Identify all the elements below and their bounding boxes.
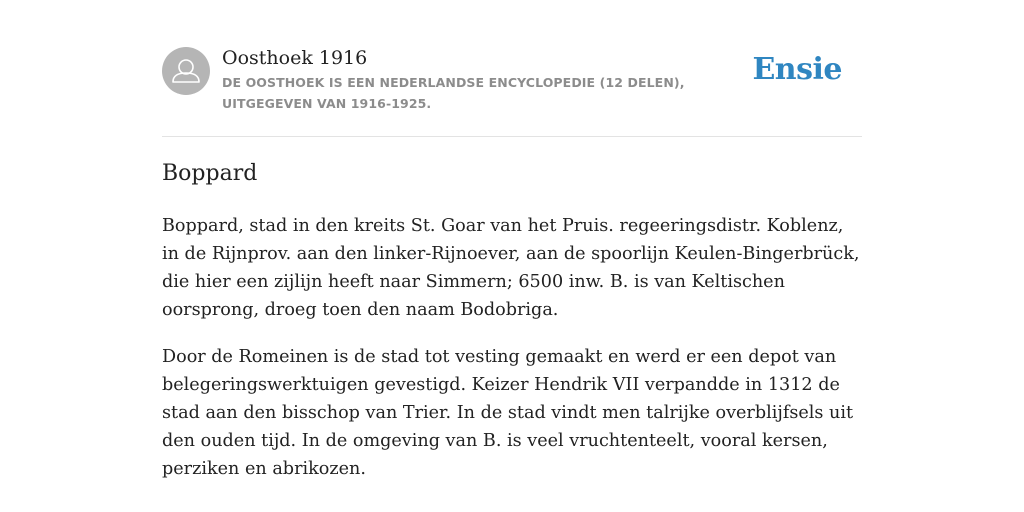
source-title[interactable]: Oosthoek 1916 bbox=[222, 47, 368, 69]
article-title: Boppard bbox=[162, 161, 258, 186]
ensie-logo[interactable]: Ensie bbox=[752, 52, 842, 87]
user-icon[interactable] bbox=[162, 47, 210, 95]
article-body bbox=[162, 212, 862, 502]
article-paragraph: Boppard, stad in den kreits St. Goar van het Pruis. regeeringsdistr. Koblenz, in de Rijnprov. aan den linker-Rijnoever, aan de spoorlijn Keulen-Bingerbrück, die hier een zijlijn heeft naar Simmern; 6500 inw. B. is van Keltischen oorsprong, droeg toen den naam Bodobriga. bbox=[162, 216, 860, 320]
source-header bbox=[162, 44, 862, 137]
source-description: DE OOSTHOEK IS EEN NEDERLANDSE ENCYCLOPEDIE (12 DELEN), UITGEGEVEN VAN 1916-1925. bbox=[222, 75, 685, 111]
article-paragraph: Door de Romeinen is de stad tot vesting gemaakt en werd er een depot van belegeringswerktuigen gevestigd. Keizer Hendrik VII verpandde in 1312 de stad aan den bisschop van Trier. In de stad vindt men talrijke overblijfsels uit den ouden tijd. In de omgeving van B. is veel vruchtenteelt, vooral kersen, perziken en abrikozen. bbox=[162, 347, 854, 479]
